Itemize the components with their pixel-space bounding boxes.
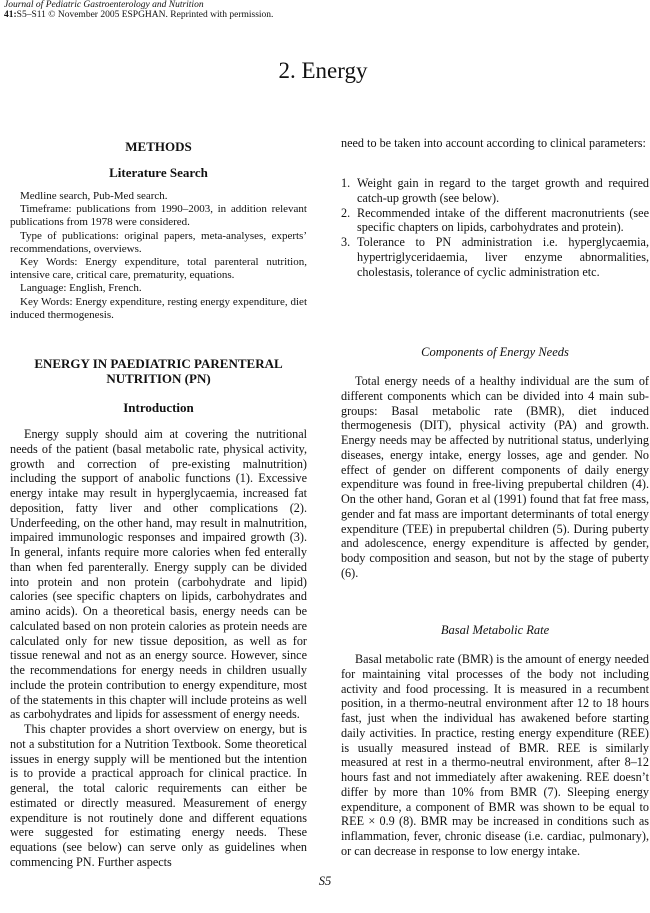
page-number: S5	[318, 874, 332, 888]
components-body	[341, 374, 649, 581]
methods-line: Key Words: Energy expenditure, total parenteral nutrition, intensive care, critical care, prematurity, equations.	[10, 256, 307, 282]
energy-section-heading: ENERGY IN PAEDIATRIC PARENTERAL NUTRITION (PN)	[34, 356, 283, 386]
parameters-list	[341, 176, 649, 279]
citation-details: S5–S11 © November 2005 ESPGHAN. Reprinted with permission.	[16, 10, 274, 20]
page-title	[0, 58, 650, 84]
methods-heading: METHODS	[125, 139, 192, 154]
list-number: 2.	[341, 205, 351, 220]
list-text: Tolerance to PN administration i.e. hyperglycaemia, hypertriglyceridaemia, liver enzyme abnormalities, cholestasis, tolerance of cyclic administration etc.	[357, 235, 649, 279]
list-item	[341, 206, 649, 236]
citation-line	[4, 10, 273, 21]
introduction-heading: Introduction	[123, 400, 194, 415]
list-text: Recommended intake of the different macronutrients (see specific chapters on lipids, carbohydrates and protein).	[357, 205, 649, 235]
bmr-heading: Basal Metabolic Rate	[440, 623, 550, 637]
introduction-body	[10, 427, 307, 870]
citation-volume: 41:	[4, 10, 17, 20]
continuation-text	[341, 136, 649, 151]
list-item	[341, 176, 649, 206]
methods-line: Medline search, Pub-Med search.	[20, 190, 168, 202]
list-number: 3.	[341, 235, 351, 249]
methods-line: Language: English, French.	[20, 282, 142, 295]
components-heading: Components of Energy Needs	[421, 345, 569, 359]
list-number: 1.	[341, 176, 351, 190]
components-paragraph: Total energy needs of a healthy individual are the sum of different components which can be divided into 4 main sub-groups: Basal metabolic rate (BMR), diet induced thermogenesis (DIT), physical activity (PA) and growth. Energy needs may be affected by nutritional status, underlying diseases, energy intake, energy losses, age and gender. No effect of gender on different components of daily energy expenditure was found in free-living prepubertal children (4). On the other hand, Goran et al (1991) found that fat free mass, gender and fat mass are important determinants of total energy expenditure (TEE) in prepubertal children (5). During puberty and adolescence, energy expenditure is affected by gender, body composition and season, but not by the stage of puberty (6).	[341, 374, 649, 580]
bmr-body	[341, 652, 649, 859]
methods-line: Timeframe: publications from 1990–2003, in addition relevant publications from 1978 were considered.	[10, 203, 307, 229]
journal-name: Journal of Pediatric Gastroenterology and Nutrition	[4, 0, 204, 10]
list-item	[341, 235, 649, 279]
continuation-line: need to be taken into account according to clinical parameters:	[341, 136, 646, 150]
methods-block	[10, 190, 307, 322]
bmr-paragraph: Basal metabolic rate (BMR) is the amount of energy needed for maintaining vital processes of the body not including activity and food processing. It is measured in a recumbent position, in a thermo-neutral environment after 12 to 18 hours fast, just when the individual has awakened before starting daily activities. In practice, resting energy expenditure (REE) is usually measured instead of BMR. REE is similarly measured at rest in a thermo-neutral environment, after 8–12 hours fast and not immediately after awakening. REE doesn’t differ by more than 10% from BMR (7). Sleeping energy expenditure, a component of BMR was shown to be equal to REE × 0.9 (8). BMR may be increased in conditions such as inflammation, fever, chronic disease (i.e. cardiac, pulmonary), or can decrease in response to low energy intake.	[341, 652, 649, 858]
intro-paragraph-1: Energy supply should aim at covering the nutritional needs of the patient (basal metabolic rate, physical activity, growth and correction of pre-existing malnutrition) including the support of anabolic functions (1). Excessive energy intake may result in hyperglycaemia, increased fat deposition, fatty liver and other complications (2). Underfeeding, on the other hand, may result in malnutrition, impaired immunologic responses and impaired growth (3). In general, infants require more calories when fed enterally than when fed parenterally. Energy supply can be divided into protein and non protein (carbohydrate and lipid) calories (see specific chapters on lipids, carbohydrates and amino acids). On a theoretical basis, energy needs can be calculated based on non protein calories as protein needs are calculated only for new tissue deposition, as well as for tissue renewal and not as an energy source. However, since the recommendations for energy needs in children usually include the protein contribution to energy expenditure, most of the statements in this chapter will include proteins as well as carbohydrates and lipids for assessment of energy needs.	[10, 427, 307, 722]
list-text: Weight gain in regard to the target growth and required catch-up growth (see below).	[357, 176, 649, 205]
page-title-text: 2. Energy	[278, 58, 368, 83]
methods-line: Type of publications: original papers, meta-analyses, experts’ recommendations, overviews.	[10, 229, 307, 255]
methods-line: Key Words: Energy expenditure, resting energy expenditure, diet induced thermogenesis.	[10, 295, 307, 321]
literature-search-heading: Literature Search	[109, 165, 208, 180]
intro-paragraph-2: This chapter provides a short overview on energy, but is not a substitution for a Nutrition Textbook. Some theoretical issues in energy supply will be mentioned but the intention is to provide a practical approach for clinical practice. In general, the total caloric requirements can either be estimated or directly measured. Measurement of energy expenditure is not routinely done and different equations were suggested for estimating energy needs. These equations (see below) can serve only as guidelines when commencing PN. Further aspects	[10, 722, 307, 869]
